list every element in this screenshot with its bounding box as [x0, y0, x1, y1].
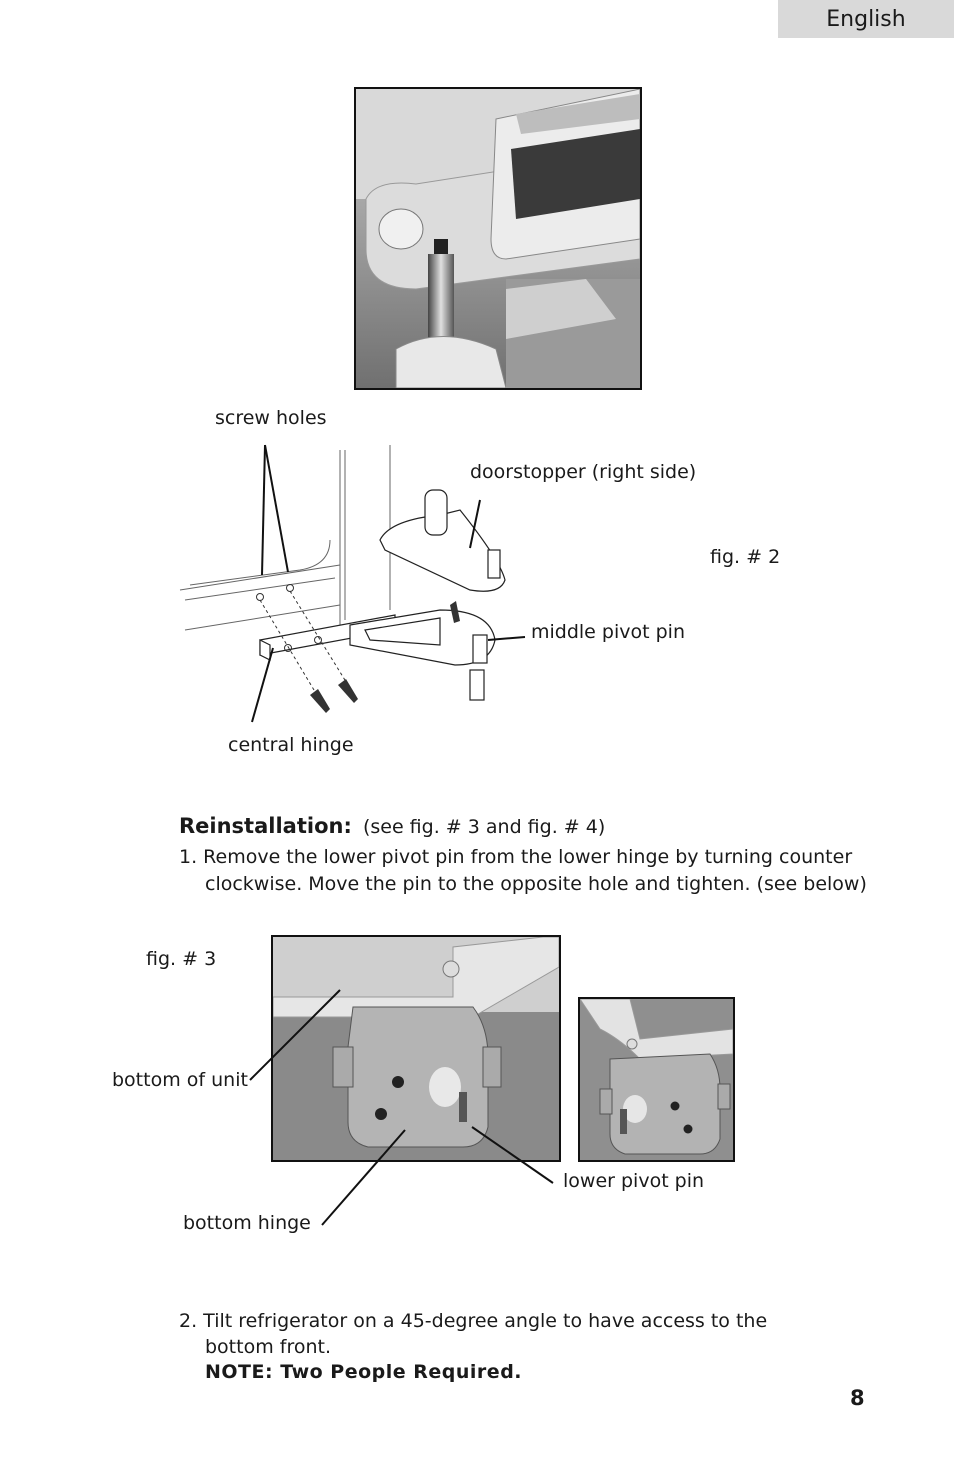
step2-note: NOTE: Two People Required.: [205, 1361, 523, 1383]
fig2-diagram: [170, 400, 730, 770]
photo-remove-pin: [354, 87, 642, 390]
page-number: 8: [850, 1386, 865, 1410]
reinstallation-heading: Reinstallation:: [179, 814, 352, 838]
label-middle-pivot-pin: middle pivot pin: [531, 621, 685, 643]
photo-bottom-hinge-small: [578, 997, 735, 1162]
step1-line1: 1. Remove the lower pivot pin from the lower hinge by turning counter: [179, 846, 853, 868]
label-bottom-of-unit: bottom of unit: [112, 1069, 248, 1091]
label-screw-holes: screw holes: [215, 407, 327, 429]
reinstallation-heading-row: [179, 814, 605, 838]
label-central-hinge: central hinge: [228, 734, 354, 756]
step2-line2: bottom front.: [205, 1336, 331, 1358]
photo-remove-pin-image: [356, 89, 640, 388]
label-doorstopper: doorstopper (right side): [470, 461, 697, 483]
label-lower-pivot-pin: lower pivot pin: [563, 1170, 705, 1192]
photo-bottom-hinge-small-image: [580, 999, 733, 1160]
reinstallation-subheading: (see fig. # 3 and fig. # 4): [362, 816, 606, 838]
fig3-caption: fig. # 3: [146, 948, 217, 970]
language-tab: English: [778, 0, 954, 38]
fig3-leader-lines: [240, 980, 570, 1240]
step2-line1: 2. Tilt refrigerator on a 45-degree angle to have access to the: [179, 1310, 768, 1332]
label-bottom-hinge: bottom hinge: [183, 1212, 311, 1234]
step1-line2: clockwise. Move the pin to the opposite hole and tighten. (see below): [205, 873, 867, 895]
fig2-caption: fig. # 2: [710, 546, 781, 568]
